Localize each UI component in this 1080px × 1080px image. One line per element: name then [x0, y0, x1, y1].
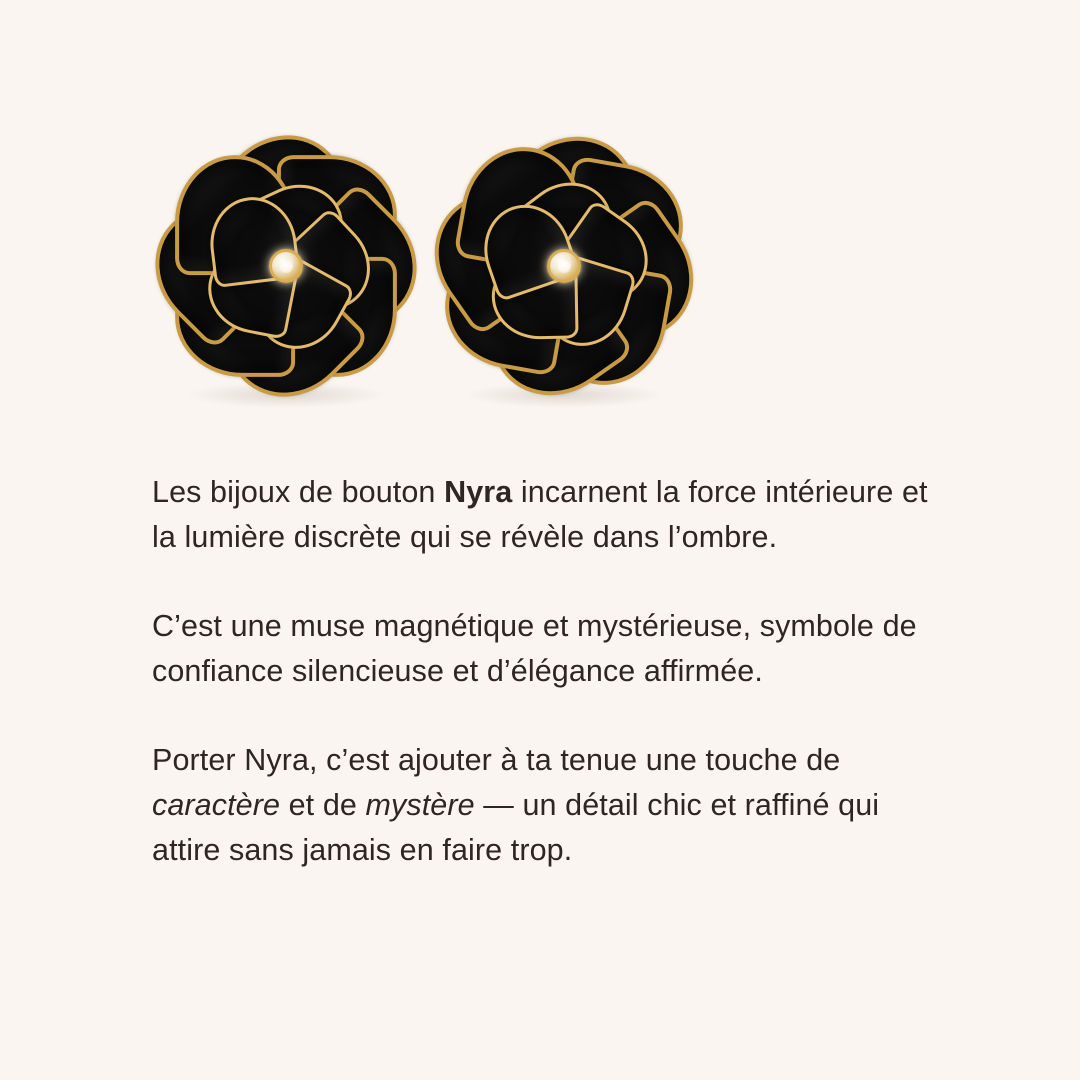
paragraph-2: C’est une muse magnétique et mystérieuse, symbole de confiance silencieuse et d’élégance affirmée. [152, 609, 917, 688]
earring-right [428, 130, 700, 402]
center-crystal-icon [269, 249, 303, 283]
earring-left [150, 130, 422, 402]
product-image [0, 0, 1080, 455]
paragraph-3 [152, 738, 942, 873]
paragraph-1-text-b: incarnent la force intérieure et la lumière discrète qui se révèle dans l’ombre. [152, 475, 928, 554]
story-text [152, 470, 952, 873]
earring-pair [150, 130, 710, 400]
center-crystal-icon [547, 249, 581, 283]
paragraph-1 [152, 470, 942, 560]
brand-name: Nyra [444, 475, 513, 509]
emphasis-caractere: caractère [152, 788, 281, 822]
paragraph-1-text-a: Les bijoux de bouton [152, 475, 445, 509]
paragraph-3-text-a: Porter Nyra, c’est ajouter à ta tenue une touche de [152, 743, 841, 777]
paragraph-3-text-c: — un détail chic et raffiné qui attire sans jamais en faire trop. [152, 788, 880, 867]
paragraph-3-text-b: et de [280, 788, 366, 822]
emphasis-mystere: mystère [365, 788, 475, 822]
